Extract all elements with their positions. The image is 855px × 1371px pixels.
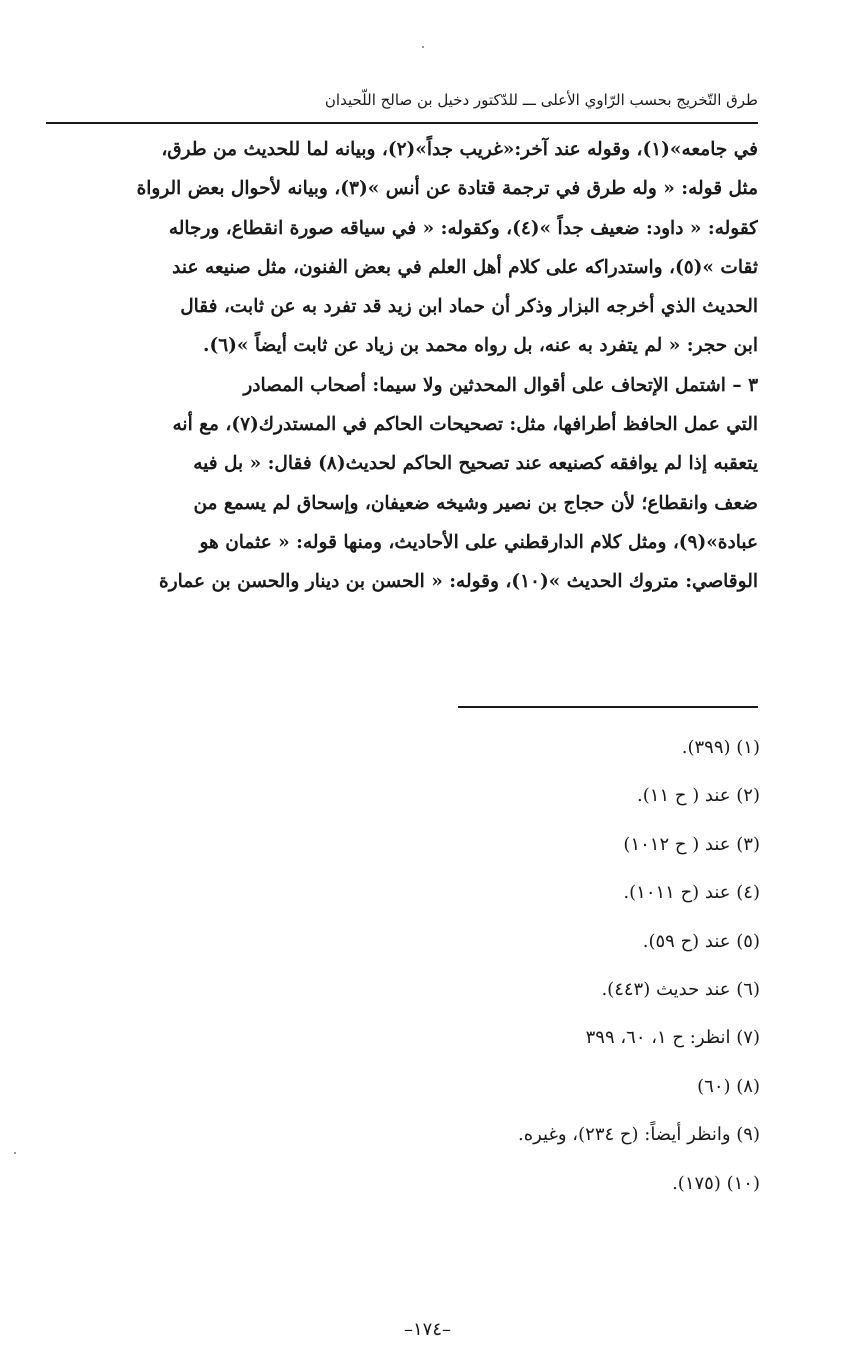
footnote: (٤) عند (ح ١٠١١). (623, 882, 760, 904)
text-line: عبادة»(٩)، ومثل كلام الدارقطني على الأحاديث، ومنها قوله: « عثمان هو (199, 531, 758, 553)
text-line: الوقاصي: متروك الحديث »(١٠)، وقوله: « الحسن بن دينار والحسن بن عمارة (159, 571, 758, 593)
header-rule (46, 122, 758, 124)
page-number: –١٧٤– (403, 1319, 451, 1340)
main-text (46, 130, 758, 602)
text-line: ثقات »(٥)، واستدراكه على كلام أهل العلم في بعض الفنون، مثل صنيعه عند (172, 256, 758, 278)
scan-speck (422, 46, 424, 48)
text-line: ضعف وانقطاع؛ لأن حجاج بن نصير وشيخه ضعيفان، وإسحاق لم يسمع من (193, 492, 758, 514)
footnote: (٢) عند ( ح ١١). (637, 785, 760, 807)
footnote-separator (458, 706, 758, 708)
text-line: كقوله: « داود: ضعيف جداً »(٤)، وكقوله: « في سياقه صورة انقطاع، ورجاله (168, 217, 758, 239)
footnote: (٨) (٦٠) (697, 1075, 760, 1097)
footnote: (٥) عند (ح ٥٩). (642, 930, 760, 952)
text-line: مثل قوله: « وله طرق في ترجمة قتادة عن أنس »(٣)، وبيانه لأحوال بعض الرواة (136, 178, 758, 200)
text-line: الحديث الذي أخرجه البزار وذكر أن حماد ابن زيد قد تفرد به عن ثابت، فقال (180, 296, 758, 318)
footnote: (٩) وانظر أيضاً: (ح ٢٣٤)، وغيره. (517, 1124, 760, 1146)
text-line: ابن حجر: « لم يتفرد به عنه، بل رواه محمد بن زياد عن ثابت أيضاً »(٦). (203, 335, 758, 357)
footnote: (٣) عند ( ح ١٠١٢) (623, 833, 760, 855)
text-line: يتعقبه إذا لم يوافقه كصنيعه عند تصحيح الحاكم لحديث(٨) فقال: « بل فيه (193, 453, 758, 475)
footnotes (300, 728, 760, 1212)
footnote: (١) (٣٩٩). (681, 737, 760, 758)
text-line: ٣ – اشتمل الإتحاف على أقوال المحدثين ولا سيما: أصحاب المصادر (243, 374, 758, 396)
footnote: (٦) عند حديث (٤٤٣). (601, 978, 760, 1000)
running-header: طرق التّخريج بحسب الرّاوي الأعلى ـــ للدّكتور دخيل بن صالح اللّحيدان (324, 91, 758, 109)
footnote: (١٠) (١٧٥). (672, 1172, 760, 1194)
text-line: في جامعه»(١)، وقوله عند آخر:«غريب جداً»(٢)، وبيانه لما للحديث من طرق، (161, 139, 758, 160)
scan-speck (14, 1152, 16, 1154)
text-line: التي عمل الحافظ أطرافها، مثل: تصحيحات الحاكم في المستدرك(٧)، مع أنه (172, 414, 758, 436)
footnote: (٧) انظر: ح ١، ٦٠، ٣٩٩ (585, 1027, 760, 1049)
